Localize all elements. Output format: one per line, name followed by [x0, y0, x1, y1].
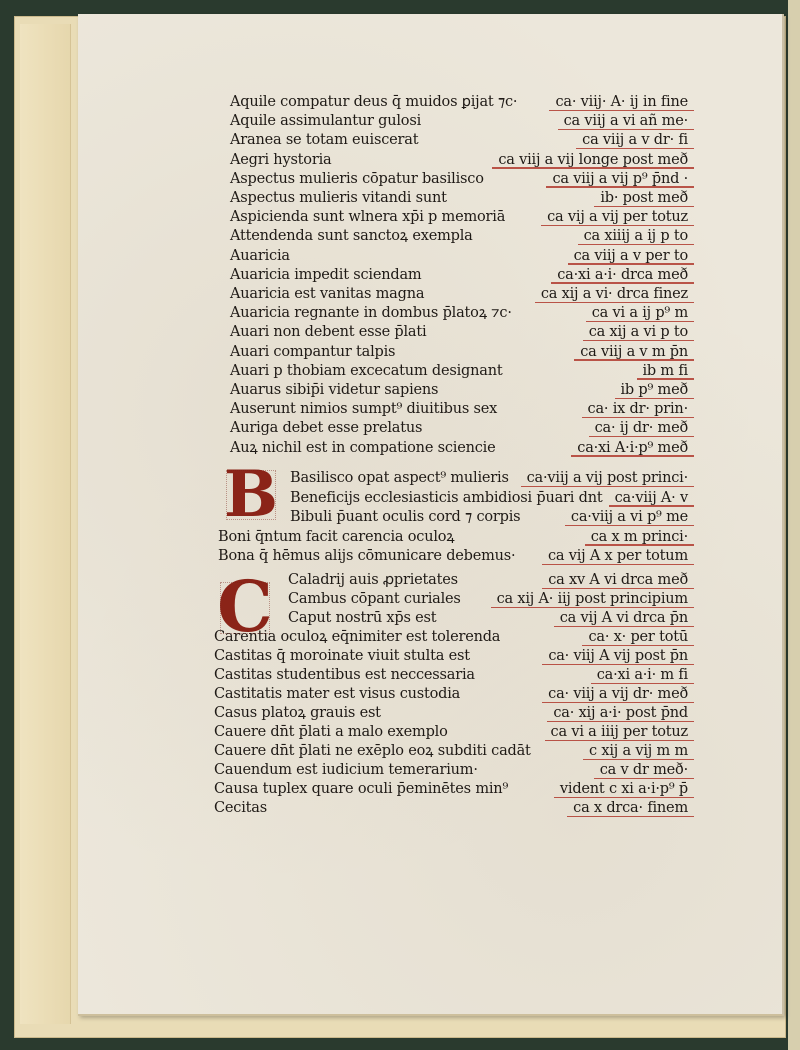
entry-reference: ib· post með [600, 190, 688, 206]
entry-lemma: Aspectus mulieris vitandi sunt [230, 190, 447, 206]
entry-reference: ca v dr með· [599, 762, 688, 778]
index-entry [78, 741, 782, 761]
index-entry [78, 92, 782, 112]
entry-reference: ca· viij· A· ij in fine [555, 94, 688, 110]
index-entry [78, 703, 782, 723]
index-entry [78, 546, 782, 566]
entry-lemma: Auari compantur talpis [230, 343, 396, 360]
entry-lemma: Auꝝ nichil est in compatione sciencie [230, 439, 496, 456]
entry-lemma: Auarus sibip̄i videtur sapiens [230, 382, 439, 398]
entry-reference: ca xij a vi· drca finez [540, 286, 688, 302]
entry-lemma: Bibuli p̄uant oculis cord ⁊ corpis [290, 509, 521, 525]
entry-lemma: Cauere dn̄t p̄lati a malo exemplo [214, 724, 448, 740]
entry-reference: ca x drca· finem [573, 800, 688, 816]
entry-reference: c xij a vij m m [589, 743, 688, 759]
entry-lemma: Cauere dn̄t p̄lati ne exēplo eoꝝ subditi cadāt [214, 743, 531, 759]
index-entry [78, 722, 782, 742]
entry-lemma: Bona q̄ hēmus alijs cōmunicare debemus· [218, 548, 516, 564]
index-entry [78, 468, 782, 488]
entry-lemma: Auaricia regnante in dombus p̄latoꝝ ⁊c· [230, 305, 512, 322]
entry-lemma: Casus platoꝝ grauis est [214, 705, 381, 721]
entry-reference: ca·xi a·i· drca með [557, 266, 688, 283]
entry-reference: ca vi a ij p⁹ m [591, 305, 688, 322]
entry-reference: ca xiiij a ij p to [583, 228, 688, 245]
entry-reference: ib p⁹ með [620, 382, 688, 398]
entry-lemma: Aspicienda sunt wlnera xp̄i p memoriā [230, 209, 506, 226]
index-entry [78, 779, 782, 799]
entry-lemma: Caput nostrū xp̄s est [288, 610, 437, 626]
decorated-initial-b: B [220, 464, 282, 526]
index-entry [78, 169, 782, 189]
entry-lemma: Auaricia impedit sciendam [230, 266, 422, 283]
index-entry [78, 322, 782, 342]
index-entry [78, 570, 782, 590]
index-entry [78, 608, 782, 628]
entry-lemma: Boni q̄ntum facit carencia oculoꝝ [218, 528, 455, 545]
index-entry [78, 760, 782, 780]
entry-reference: ca· viij a vij dr· með [548, 686, 688, 702]
entry-reference: ca· xij a·i· post p̄nd [553, 705, 688, 721]
entry-lemma: Auserunt nimios sumpt⁹ diuitibus sex [230, 401, 498, 418]
index-entry [78, 265, 782, 285]
entry-reference: ca viij a vij longe post með [498, 151, 688, 168]
entry-reference: ca· ix dr· prin· [587, 401, 688, 418]
entry-lemma: Auaricia [230, 247, 290, 264]
index-entry [78, 207, 782, 227]
entry-reference: ca viij a v dr· fi [582, 132, 688, 149]
entry-reference: ca viij a v m p̄n [580, 343, 688, 360]
index-entry [78, 361, 782, 381]
index-entry [78, 684, 782, 704]
entry-reference: ca·xi a·i· m fi [596, 667, 688, 683]
entry-lemma: Cauendum est iudicium temerarium· [214, 762, 478, 778]
entry-lemma: Aranea se totam euiscerat [230, 132, 419, 149]
entry-lemma: Castitatis mater est visus custodia [214, 686, 461, 702]
index-entry [78, 380, 782, 400]
entry-lemma: Caladrij auis ꝓprietates [288, 572, 458, 588]
entry-lemma: Aquile compatur deus q̄ muidos ꝑijat ⁊c· [230, 94, 518, 110]
entry-lemma: Basilisco opat aspect⁹ mulieris [290, 470, 509, 486]
entry-reference: ca viij a vij p⁹ p̄nd · [552, 170, 688, 187]
entry-lemma: Auriga debet esse prelatus [230, 420, 423, 437]
entry-reference: ca· ij dr· með [594, 420, 688, 437]
entry-reference: ca· viij A vij post p̄n [548, 648, 688, 664]
entry-reference: ca viij a vi añ me· [563, 113, 688, 130]
index-entry [78, 488, 782, 508]
entry-reference: ca vij A vi drca p̄n [559, 610, 688, 626]
entry-lemma: Aquile assimulantur gulosi [230, 113, 422, 130]
index-entry [78, 627, 782, 647]
entry-lemma: Auari p thobiam excecatum designant [230, 362, 503, 379]
entry-reference: ca vi a iiij per totuz [550, 724, 688, 740]
entry-lemma: Castitas q̄ moroinate viuit stulta est [214, 648, 470, 664]
entry-reference: ca·xi A·i·p⁹ með [577, 439, 688, 456]
page-edge-strip [788, 0, 800, 1050]
entry-reference: ca xij a vi p to [588, 324, 688, 341]
index-entry [78, 342, 782, 362]
index-entry [78, 646, 782, 666]
entry-reference: ca x m princi· [590, 528, 688, 545]
entry-lemma: Aspectus mulieris cōpatur basilisco [230, 170, 484, 187]
index-entry [78, 284, 782, 304]
entry-lemma: Carentia oculoꝝ eq̄nimiter est tolerenda [214, 629, 501, 645]
entry-lemma: Aegri hystoria [230, 151, 332, 168]
entry-lemma: Beneficijs ecclesiasticis ambidiosi p̄uari dnt [290, 489, 603, 506]
index-entry [78, 418, 782, 438]
entry-reference: ca·viij a vi p⁹ me [570, 509, 688, 525]
cover-edge [20, 24, 71, 1024]
entry-reference: ca xij A· iij post principium [496, 591, 688, 607]
entry-lemma: Cambus cōpant curiales [288, 591, 461, 607]
entry-reference: ca xv A vi drca með [548, 572, 688, 588]
index-entry [78, 246, 782, 266]
entry-reference: ca viij a v per to [573, 247, 688, 264]
index-entry [78, 589, 782, 609]
entry-reference: ca· x· per totū [588, 629, 688, 645]
entry-reference: ib m fi [642, 362, 688, 379]
index-entry [78, 303, 782, 323]
index-entry [78, 665, 782, 685]
index-entry [78, 399, 782, 419]
entry-lemma: Castitas studentibus est neccessaria [214, 667, 475, 683]
index-entry [78, 527, 782, 547]
entry-reference: ca vij a vij per totuz [547, 209, 688, 226]
decorated-initial-c: C [214, 576, 276, 640]
entry-lemma: Causa tuplex quare oculi p̄eminētes min⁹ [214, 781, 509, 797]
entry-lemma: Cecitas [214, 800, 267, 816]
manuscript-leaf [78, 14, 784, 1016]
entry-reference: ca vij A x per totum [547, 548, 688, 564]
index-entry [78, 130, 782, 150]
index-entry [78, 188, 782, 208]
index-entry [78, 111, 782, 131]
entry-lemma: Auaricia est vanitas magna [230, 286, 425, 302]
index-text-block [78, 14, 782, 1014]
index-entry [78, 438, 782, 458]
entry-reference: ca·viij a vij post princi· [526, 470, 688, 486]
index-entry [78, 226, 782, 246]
entry-reference: vident c xi a·i·p⁹ p̄ [559, 781, 688, 797]
index-entry [78, 150, 782, 170]
entry-lemma: Auari non debent esse p̄lati [230, 324, 427, 341]
index-entry [78, 798, 782, 818]
entry-reference: ca·viij A· v [614, 489, 688, 506]
entry-lemma: Attendenda sunt sanctoꝝ exempla [230, 228, 473, 245]
index-entry [78, 507, 782, 527]
